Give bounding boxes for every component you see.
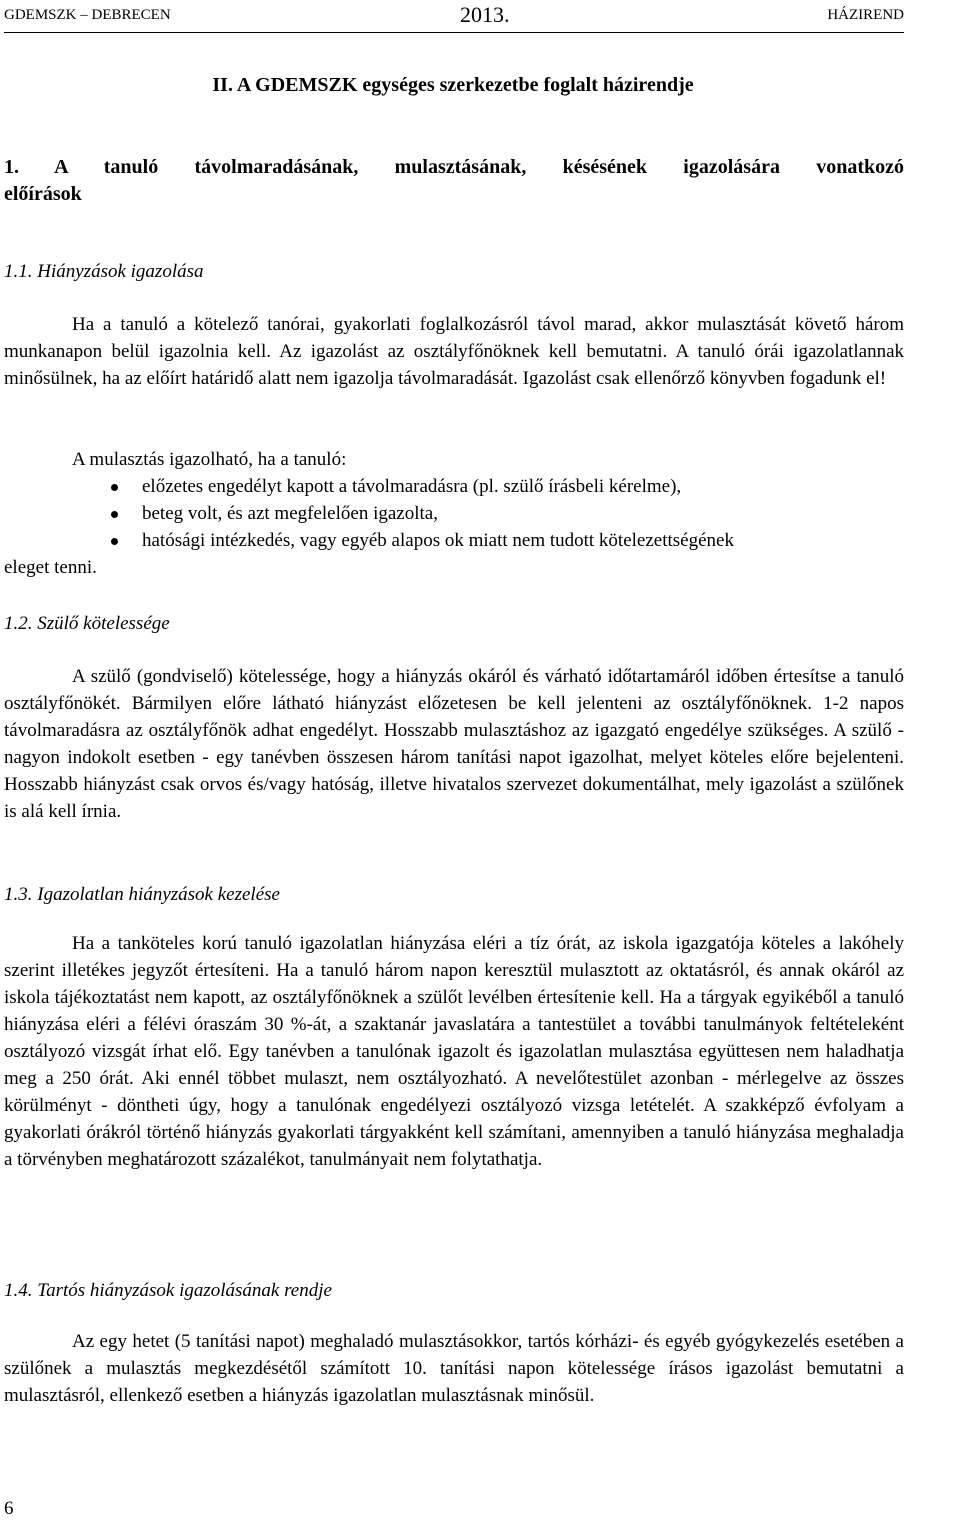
subsection-1-2-heading: 1.2. Szülő kötelessége [4,613,170,634]
header-right-text: HÁZIREND [827,7,904,23]
subsection-1-3-paragraph [4,930,904,1173]
subsection-1-2-paragraph [4,663,904,825]
absence-justification-list [4,446,904,581]
subsection-1-1-heading: 1.1. Hiányzások igazolása [4,261,204,282]
subsection-1-4-heading: 1.4. Tartós hiányzások igazolásának rendje [4,1280,332,1301]
page-header [4,4,904,33]
document-title: II. A GDEMSZK egységes szerkezetbe foglalt házirendje [212,74,694,96]
section-1-heading-line2: előírások [4,183,82,205]
list-item-text: hatósági intézkedés, vagy egyéb alapos ok miatt nem tudott kötelezettségének [142,530,734,551]
subsection-1-4-paragraph [4,1328,904,1409]
list-item-text: beteg volt, és azt megfelelően igazolta, [142,503,438,524]
subsection-1-3-heading: 1.3. Igazolatlan hiányzások kezelése [4,884,280,905]
list-item [4,527,904,554]
bullet-icon [111,484,118,491]
page-number: 6 [4,1498,14,1519]
section-1-heading-line1: 1. A tanuló távolmaradásának, mulasztásának, késésének igazolására vonatkozó [4,156,904,178]
list-tail-text: eleget tenni. [4,557,97,578]
subsection-1-4-text: Az egy hetet (5 tanítási napot) meghaladó mulasztásokkor, tartós kórházi- és egyéb gyógykezelés esetében a szülőnek a mulasztás megkezdésétől számított 10. tanítási napon kötelessége írásos igazolást bemutatni a mulasztásról, ellenkező esetben a hiányzás igazolatlan mulasztásnak minősül. [4,1331,904,1406]
bullet-icon [111,538,118,545]
header-left-text: GDEMSZK – DEBRECEN [4,7,171,23]
header-year: 2013. [460,2,510,27]
bullet-icon [111,511,118,518]
list-item [4,473,904,500]
list-item [4,500,904,527]
list-intro: A mulasztás igazolható, ha a tanuló: [72,449,347,470]
subsection-1-2-text: A szülő (gondviselő) kötelessége, hogy a hiányzás okáról és várható időtartamáról időben értesítse a tanuló osztályfőnökét. Bármilyen előre látható hiányzást előzetesen be kell jelenteni az osztályfőnöknek. 1-2 napos távolmaradásra az osztályfőnök adhat engedélyt. Hosszabb mulasztáshoz az igazgató engedélye szükséges. A szülő - nagyon indokolt esetben - egy tanévben összesen három tanítási napot igazolhat, melyet köteles előre bejelenteni. Hosszabb hiányzást csak orvos és/vagy hatóság, illetve hivatalos szervezet dokumentálhat, mely igazolást a szülőnek is alá kell írnia. [4,666,904,822]
subsection-1-3-text: Ha a tanköteles korú tanuló igazolatlan hiányzása eléri a tíz órát, az iskola igazgatója köteles a lakóhely szerint illetékes jegyzőt értesíteni. Ha a tanuló három napon keresztül mulasztott az oktatásról, és annak okáról az iskola tájékoztatást nem kapott, az osztályfőnöknek a szülőt levélben értesítenie kell. Ha a tárgyak egyikéből a tanuló hiányzása eléri a félévi óraszám 30 %-át, a szaktanár javaslatára a tantestület a további tanulmányok feltételeként osztályozó vizsgát írhat elő. Egy tanévben a tanulónak igazolt és igazolatlan mulasztása együttesen nem haladhatja meg a 250 órát. Aki ennél többet mulaszt, nem osztályozható. A nevelőtestület azonban - mérlegelve az összes körülményt - döntheti úgy, hogy a tanulónak engedélyezi osztályozó vizsga letételét. A szakképző évfolyam a gyakorlati órákról történő hiányzás gyakorlati tárgyakként kell számítani, amennyiben a tanuló hiányzása meghaladja a törvényben meghatározott százalékot, tanulmányait nem folytathatja. [4,933,904,1170]
subsection-1-1-paragraph [4,311,904,392]
section-1-heading [4,154,904,208]
subsection-1-1-text: Ha a tanuló a kötelező tanórai, gyakorlati foglalkozásról távol marad, akkor mulasztását követő három munkanapon belül igazolnia kell. Az igazolást az osztályfőnöknek kell bemutatni. A tanuló órái igazolatlannak minősülnek, ha az előírt határidő alatt nem igazolja távolmaradását. Igazolást csak ellenőrző könyvben fogadunk el! [4,314,904,389]
list-item-text: előzetes engedélyt kapott a távolmaradásra (pl. szülő írásbeli kérelme), [142,476,682,497]
